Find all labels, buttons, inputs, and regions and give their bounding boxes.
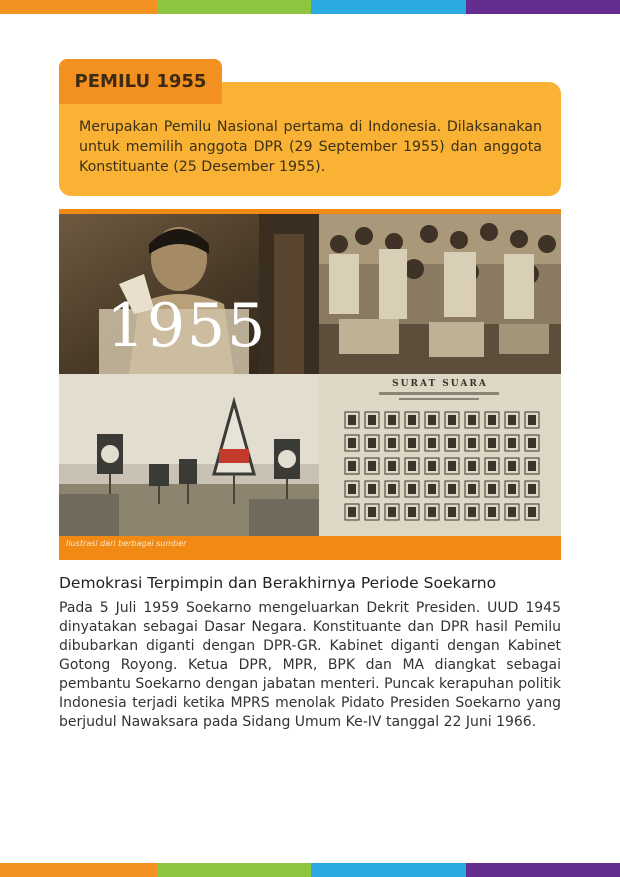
- stripe-blue: [311, 863, 466, 877]
- party-symbol: [428, 438, 436, 448]
- party-symbol: [488, 507, 496, 517]
- party-symbol: [508, 438, 516, 448]
- party-symbol: [388, 507, 396, 517]
- callout-title-tab: [59, 59, 222, 104]
- photo-party-signs-image: [59, 374, 319, 536]
- party-symbol: [428, 484, 436, 494]
- stripe-green: [157, 863, 311, 877]
- party-symbol: [468, 484, 476, 494]
- party-symbol: [348, 415, 356, 425]
- party-symbol: [448, 507, 456, 517]
- party-symbol: [448, 438, 456, 448]
- stripe-blue: [311, 0, 466, 14]
- callout-title: PEMILU 1955: [74, 71, 207, 92]
- photo-woman-voting: [59, 214, 319, 374]
- ballot-heading: SURAT SUARA: [392, 379, 488, 389]
- party-symbol: [528, 461, 536, 471]
- party-symbol: [468, 415, 476, 425]
- photo-collage: [59, 214, 561, 536]
- party-symbol: [468, 507, 476, 517]
- party-symbol: [408, 461, 416, 471]
- party-symbol: [408, 438, 416, 448]
- party-symbol: [488, 484, 496, 494]
- party-symbol: [468, 438, 476, 448]
- party-symbol: [508, 461, 516, 471]
- callout-text: Merupakan Pemilu Nasional pertama di Indonesia. Dilaksanakan untuk memilih anggota DPR (29 September 1955) dan anggota Konstituante (25 Desember 1955).: [79, 119, 542, 175]
- bottom-color-stripe: [0, 863, 620, 877]
- party-symbol: [368, 415, 376, 425]
- photo-ballot-paper-image: [319, 374, 561, 536]
- photo-crowd-voting-image: [319, 214, 561, 374]
- party-symbol: [388, 484, 396, 494]
- party-symbol: [508, 415, 516, 425]
- party-symbol: [528, 507, 536, 517]
- party-symbol: [348, 438, 356, 448]
- party-symbol: [488, 438, 496, 448]
- section-title: Demokrasi Terpimpin dan Berakhirnya Periode Soekarno: [59, 574, 497, 592]
- stripe-green: [157, 0, 311, 14]
- stripe-purple: [466, 0, 620, 14]
- photo-collage-block: [59, 209, 561, 560]
- party-symbol: [508, 507, 516, 517]
- stripe-orange: [0, 0, 157, 14]
- party-symbol: [528, 415, 536, 425]
- photo-caption: Ilustrasi dari berbagai sumber: [66, 539, 187, 548]
- photo-party-signs: [59, 374, 319, 536]
- party-symbol: [428, 461, 436, 471]
- party-symbol: [408, 507, 416, 517]
- party-symbol: [448, 484, 456, 494]
- party-symbol: [428, 507, 436, 517]
- party-symbol: [368, 484, 376, 494]
- photo-ballot-paper: [319, 374, 561, 536]
- party-symbol: [528, 438, 536, 448]
- party-symbol: [428, 415, 436, 425]
- party-symbol: [448, 415, 456, 425]
- section-body-text: Pada 5 Juli 1959 Soekarno mengeluarkan Dekrit Presiden. UUD 1945 dinyatakan sebagai Dasar Negara. Konstituante dan DPR hasil Pemilu dibubarkan diganti dengan DPR-GR. Kabinet diganti dengan Kabinet Gotong Royong. Ketua DPR, MPR, BPK dan MA diangkat sebagai pembantu Soekarno dengan jabatan menteri. Puncak kerapuhan politik Indonesia terjadi ketika MPRS menolak Pidato Presiden Soekarno yang berjudul Nawaksara pada Sidang Umum Ke-IV tanggal 22 Juni 1966.: [59, 600, 561, 730]
- party-symbol: [488, 461, 496, 471]
- party-symbol: [368, 507, 376, 517]
- party-symbol: [368, 461, 376, 471]
- photo-woman-voting-image: [59, 214, 319, 374]
- stripe-purple: [466, 863, 620, 877]
- party-symbol: [388, 415, 396, 425]
- party-symbol: [348, 461, 356, 471]
- top-color-stripe: [0, 0, 620, 14]
- party-symbol: [348, 507, 356, 517]
- year-overlay: 1955: [106, 291, 268, 361]
- party-symbol: [528, 484, 536, 494]
- party-symbol: [388, 461, 396, 471]
- party-symbol: [348, 484, 356, 494]
- party-symbol: [448, 461, 456, 471]
- party-symbol: [508, 484, 516, 494]
- photo-crowd-voting: [319, 214, 561, 374]
- party-symbol: [368, 438, 376, 448]
- party-symbol: [408, 484, 416, 494]
- stripe-orange: [0, 863, 157, 877]
- party-symbol: [388, 438, 396, 448]
- party-symbol: [488, 415, 496, 425]
- party-symbol: [408, 415, 416, 425]
- party-symbol: [468, 461, 476, 471]
